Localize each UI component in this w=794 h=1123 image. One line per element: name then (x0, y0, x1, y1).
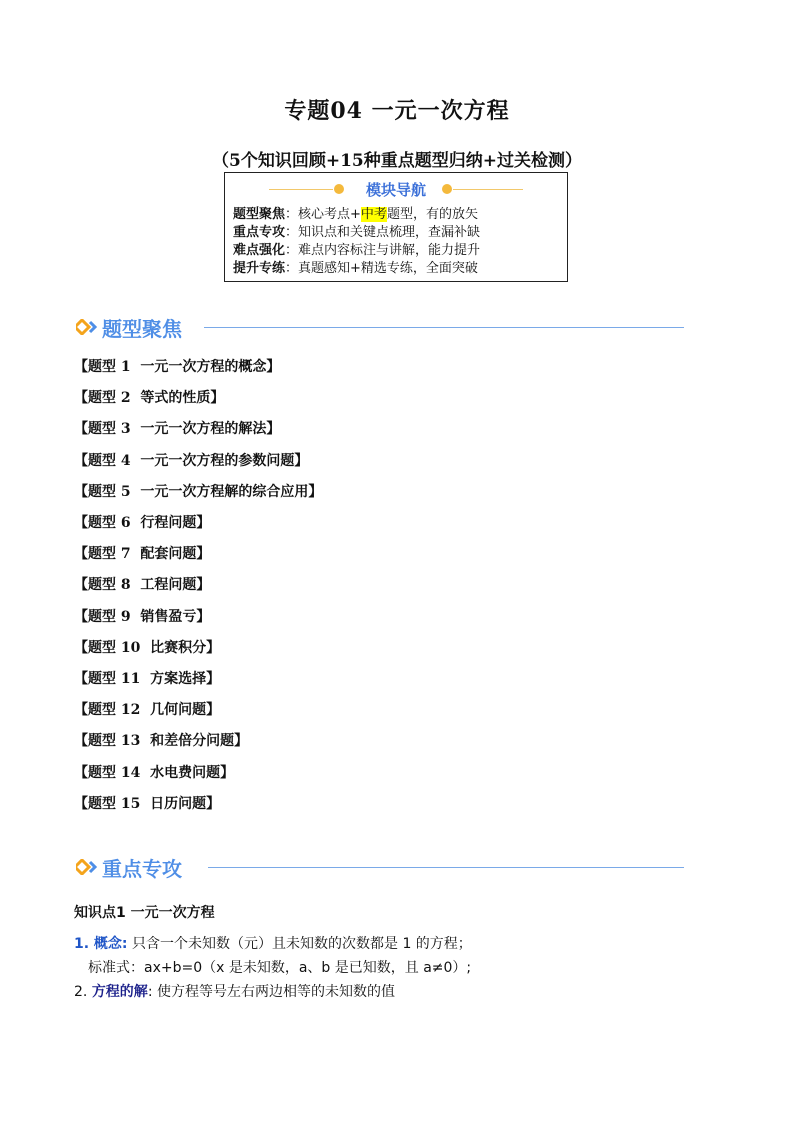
spacer (140, 733, 150, 749)
topic-item (74, 481, 322, 501)
spacer (131, 421, 141, 437)
topic-number: 9 (120, 608, 131, 625)
topic-item (74, 512, 210, 532)
topic-number: 14 (120, 764, 141, 781)
topic-item (74, 762, 234, 782)
topic-number: 3 (120, 421, 131, 438)
topic-prefix: 【题型 (74, 608, 121, 625)
nav-row-label: 重点专攻 (233, 225, 286, 240)
topic-item (74, 793, 220, 813)
topic-text: 一元一次方程的参数问题】 (140, 452, 309, 469)
section-title: 题型聚焦 (102, 317, 182, 341)
topic-item (74, 356, 280, 376)
topic-text: 配套问题】 (140, 546, 211, 563)
topic-prefix: 【题型 (74, 452, 121, 469)
nav-row-text: ：知识点和关键点梳理，查漏补缺 (285, 225, 481, 240)
topic-prefix: 【题型 (74, 795, 121, 812)
topic-item (74, 637, 220, 657)
topic-item (74, 699, 220, 719)
topic-number: 6 (120, 515, 131, 531)
section-divider (204, 327, 684, 328)
nav-row-label: 题型聚焦 (233, 207, 286, 222)
nav-row-text: ：难点内容标注与讲解，能力提升 (285, 243, 481, 258)
nav-row-label: 提升专练 (233, 261, 286, 276)
nav-row-text: ：真题感知+精选专练，全面突破 (285, 261, 478, 276)
spacer (131, 390, 141, 406)
topic-item (74, 450, 308, 470)
topic-number: 7 (120, 546, 131, 563)
topic-text: 日历问题】 (150, 795, 221, 812)
topic-prefix: 【题型 (74, 359, 121, 375)
nav-row-text: ：核心考点+ (285, 207, 361, 222)
module-nav-title: 模块导航 (365, 181, 426, 199)
topic-text: 一元一次方程的概念】 (140, 359, 281, 375)
topic-number: 1 (120, 359, 131, 375)
topic-number: 2 (120, 390, 131, 407)
topic-item (74, 543, 210, 563)
topic-text: 行程问题】 (140, 515, 211, 531)
topic-text: 一元一次方程解的综合应用】 (140, 483, 323, 500)
topic-text: 一元一次方程的解法】 (140, 421, 281, 438)
section-header-focus (76, 313, 686, 341)
topic-number: 13 (120, 733, 141, 750)
topic-item (74, 387, 224, 407)
nav-dot-right-icon (442, 184, 452, 194)
standard-form: 标准式：ax+b=0（x 是未知数，a、b 是已知数，且 a≠0）; (88, 960, 472, 976)
spacer (131, 359, 141, 375)
nav-row (233, 206, 480, 224)
topic-text: 和差倍分问题】 (150, 733, 249, 750)
diamond-arrows-icon (76, 859, 100, 875)
topic-item (74, 606, 210, 626)
nav-row (233, 224, 480, 242)
spacer (131, 577, 141, 593)
document-title: 专题04 一元一次方程 (284, 98, 510, 124)
topic-item (74, 418, 280, 438)
topic-text: 比赛积分】 (150, 639, 221, 656)
term-label: 方程的解 (91, 984, 148, 1000)
topic-number: 8 (120, 577, 131, 594)
spacer (140, 796, 150, 812)
section-divider (208, 867, 684, 868)
topic-item (74, 574, 210, 594)
topic-text: 水电费问题】 (150, 764, 235, 781)
term-label: 1. 概念: (74, 936, 128, 952)
spacer (140, 702, 150, 718)
topic-item (74, 668, 220, 688)
nav-row (233, 242, 480, 260)
spacer (131, 453, 141, 469)
spacer (140, 640, 150, 656)
highlight-text: 中考 (360, 207, 387, 222)
topic-text: 方案选择】 (150, 671, 221, 687)
section-header-key (76, 853, 686, 881)
term-text: : 使方程等号左右两边相等的未知数的值 (147, 984, 395, 1000)
topic-prefix: 【题型 (74, 764, 121, 781)
nav-row-label: 难点强化 (233, 243, 286, 258)
topic-prefix: 【题型 (74, 577, 121, 594)
topic-number: 10 (120, 639, 141, 656)
module-nav-list (233, 206, 480, 278)
topic-number: 11 (120, 671, 141, 687)
spacer (140, 765, 150, 781)
topic-prefix: 【题型 (74, 733, 121, 750)
topic-number: 5 (120, 483, 131, 500)
topic-number: 12 (120, 702, 141, 719)
spacer (140, 671, 150, 687)
topic-text: 等式的性质】 (140, 390, 225, 407)
nav-row (233, 260, 480, 278)
topic-number: 4 (120, 452, 131, 469)
topic-prefix: 【题型 (74, 639, 121, 656)
topic-prefix: 【题型 (74, 390, 121, 407)
topic-prefix: 【题型 (74, 671, 121, 687)
topic-number: 15 (120, 795, 141, 812)
topic-prefix: 【题型 (74, 702, 121, 719)
spacer (131, 484, 141, 500)
spacer (131, 546, 141, 562)
knowledge-item-2 (74, 981, 395, 1001)
module-nav-header (225, 179, 567, 199)
topic-text: 工程问题】 (140, 577, 211, 594)
topic-prefix: 【题型 (74, 546, 121, 563)
topic-prefix: 【题型 (74, 483, 121, 500)
topic-text: 几何问题】 (150, 702, 221, 719)
nav-row-text-tail: 题型，有的放矢 (386, 207, 478, 222)
topic-prefix: 【题型 (74, 515, 121, 531)
module-nav-box (224, 172, 568, 282)
knowledge-item-1 (74, 933, 472, 953)
topic-item (74, 730, 248, 750)
nav-divider-right (453, 189, 523, 190)
document-subtitle: （5个知识回顾+15种重点题型归纳+过关检测） (212, 151, 582, 171)
item-number: 2. (74, 984, 92, 1000)
term-text: 只含一个未知数（元）且未知数的次数都是 1 的方程； (127, 936, 472, 952)
topic-text: 销售盈亏】 (140, 608, 211, 625)
topic-prefix: 【题型 (74, 421, 121, 438)
section-title: 重点专攻 (102, 857, 182, 881)
spacer (131, 515, 141, 531)
diamond-arrows-icon (76, 319, 100, 335)
knowledge-heading: 知识点1 一元一次方程 (74, 905, 215, 921)
spacer (131, 609, 141, 625)
